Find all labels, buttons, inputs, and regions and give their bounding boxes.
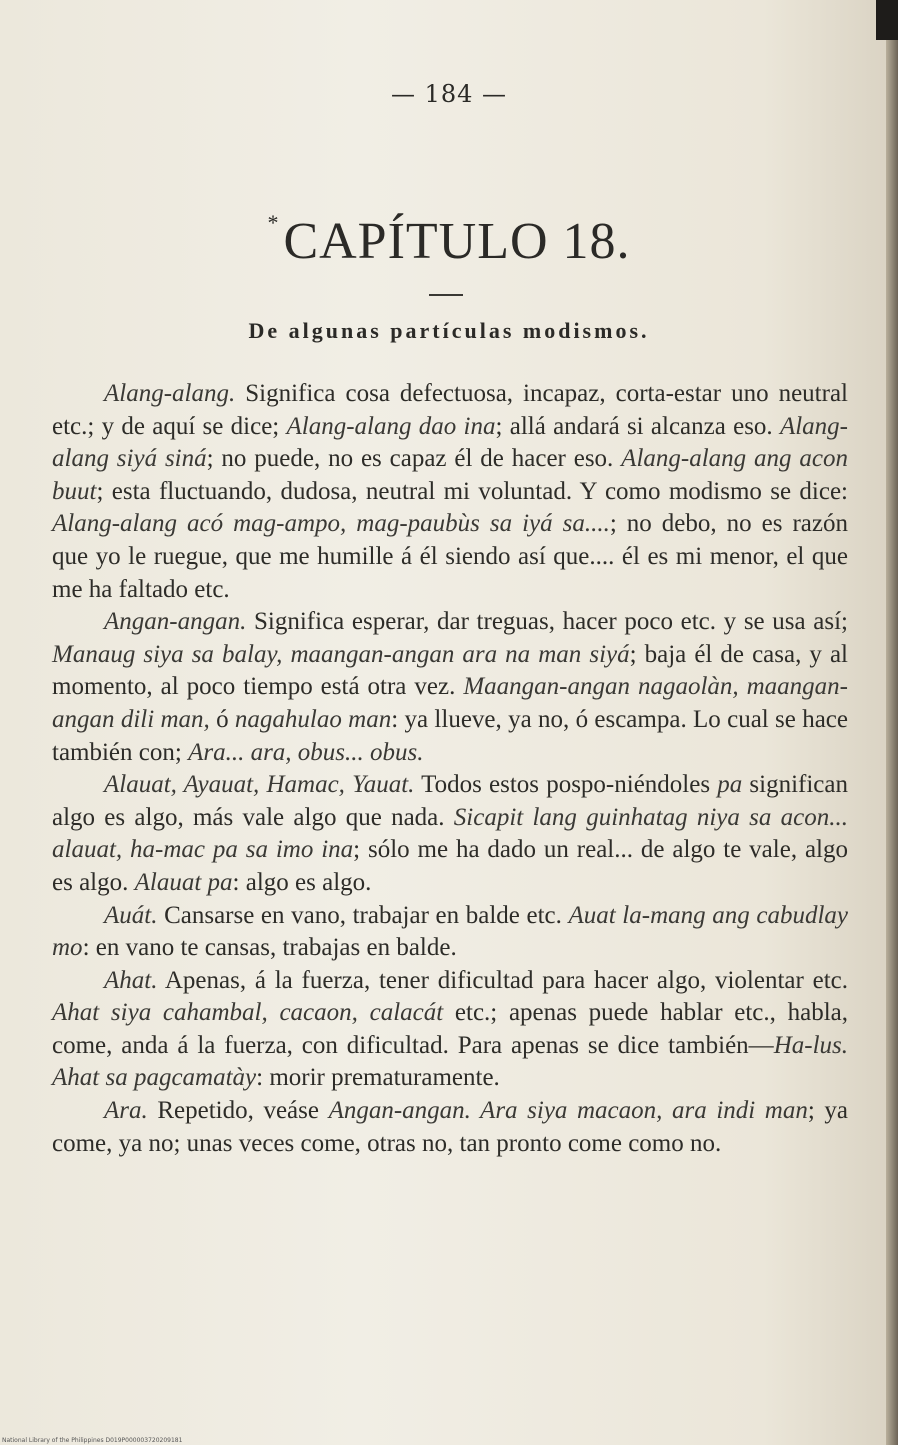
text-run: Repetido, veáse: [147, 1097, 329, 1125]
text-run: Cansarse en vano, trabajar en balde etc.: [157, 901, 569, 929]
text-run: ; no debo, no es razón que yo le ruegue, que me humille á él siendo así que.... él es mi menor, el que me ha faltado etc.: [52, 510, 848, 603]
italic-term: Auát.: [104, 901, 158, 929]
italic-term: pa: [717, 771, 743, 799]
paragraph: [52, 900, 848, 965]
italic-term: Auat la-mang ang cabudlay mo: [52, 901, 848, 962]
chapter-title: [0, 210, 898, 271]
text-run: ; sólo me ha dado un real... de algo te vale, algo es algo.: [52, 836, 848, 896]
text-run: etc.; apenas puede hablar etc., habla, come, anda á la fuerza, con dificultad. Para apenas se dice también—: [52, 999, 848, 1059]
text-run: ; allá andará si alcanza eso.: [495, 412, 780, 440]
text-run: : morir prematuramente.: [256, 1064, 500, 1092]
paragraph: [52, 606, 848, 769]
text-run: : en vano te cansas, trabajas en balde.: [82, 934, 457, 962]
chapter-title-text: CAPÍTULO 18.: [283, 213, 631, 270]
italic-term: Alang-alang ang acon buut: [52, 445, 848, 505]
italic-term: Alauat, Ayauat, Hamac, Yauat.: [104, 771, 415, 799]
title-rule: [429, 294, 463, 296]
italic-term: Ahat siya cahambal, cacaon, calacát: [52, 999, 444, 1027]
italic-term: Ahat.: [104, 966, 158, 994]
text-run: : algo es algo.: [232, 868, 372, 896]
paragraph: [52, 1095, 848, 1160]
text-run: ó: [209, 705, 235, 733]
italic-term: Alang-alang acó mag-ampo, mag-paubùs sa iyá sa....: [52, 510, 610, 538]
text-run: ; baja él de casa, y al momento, al poco tiempo está otra vez.: [52, 640, 848, 701]
text-run: Significa esperar, dar treguas, hacer poco etc. y se usa así;: [246, 608, 848, 636]
italic-term: Ha-lus. Ahat sa pagcamatày: [52, 1031, 848, 1092]
body-text: [52, 378, 848, 1160]
chapter-subtitle: De algunas partículas modismos.: [248, 318, 650, 343]
italic-term: Sicapit lang guinhatag niya sa acon... alauat, ha-mac pa sa imo ina: [52, 803, 848, 864]
paragraph: [52, 378, 848, 606]
text-run: Apenas, á la fuerza, tener dificultad para hacer algo, violentar etc.: [157, 966, 848, 994]
italic-term: Ara.: [104, 1097, 148, 1125]
italic-term: Angan-angan. Ara siya macaon, ara indi man: [328, 1097, 808, 1125]
italic-term: Alang-alang.: [104, 380, 236, 407]
italic-term: Ara... ara, obus... obus.: [188, 738, 424, 766]
italic-term: Alang-alang siyá siná: [52, 412, 848, 473]
text-run: ; ya come, ya no; unas veces come, otras no, tan pronto come como no.: [52, 1097, 848, 1157]
italic-term: Angan-angan.: [104, 608, 247, 636]
paragraph: [52, 769, 848, 899]
italic-term: Maangan-angan nagaolàn, maangan-angan dili man,: [52, 673, 848, 733]
italic-term: Alang-alang dao ina: [286, 412, 496, 440]
text-run: significan algo es algo, más vale algo que nada.: [52, 771, 848, 831]
text-run: Significa cosa defectuosa, incapaz, corta-estar uno neutral etc.; y de aquí se dice;: [52, 380, 848, 440]
text-run: ; esta fluctuando, dudosa, neutral mi voluntad. Y como modismo se dice:: [96, 477, 848, 505]
paragraph: [52, 965, 848, 1095]
page-number: — 184 —: [390, 80, 508, 108]
italic-term: Alauat pa: [134, 868, 233, 896]
italic-term: nagahulao man: [234, 705, 392, 733]
italic-term: Manaug siya sa balay, maangan-angan ara na man siyá: [52, 640, 630, 668]
text-run: Todos estos pospo-niéndoles: [414, 771, 718, 799]
text-run: ; no puede, no es capaz él de hacer eso.: [206, 445, 622, 473]
text-run: : ya llueve, ya no, ó escampa. Lo cual se hace también con;: [52, 705, 848, 766]
chapter-asterisk: *: [267, 210, 280, 235]
scan-corner: [876, 0, 898, 40]
scan-footer: National Library of the Philippines D019P000003720209181: [2, 1437, 183, 1444]
